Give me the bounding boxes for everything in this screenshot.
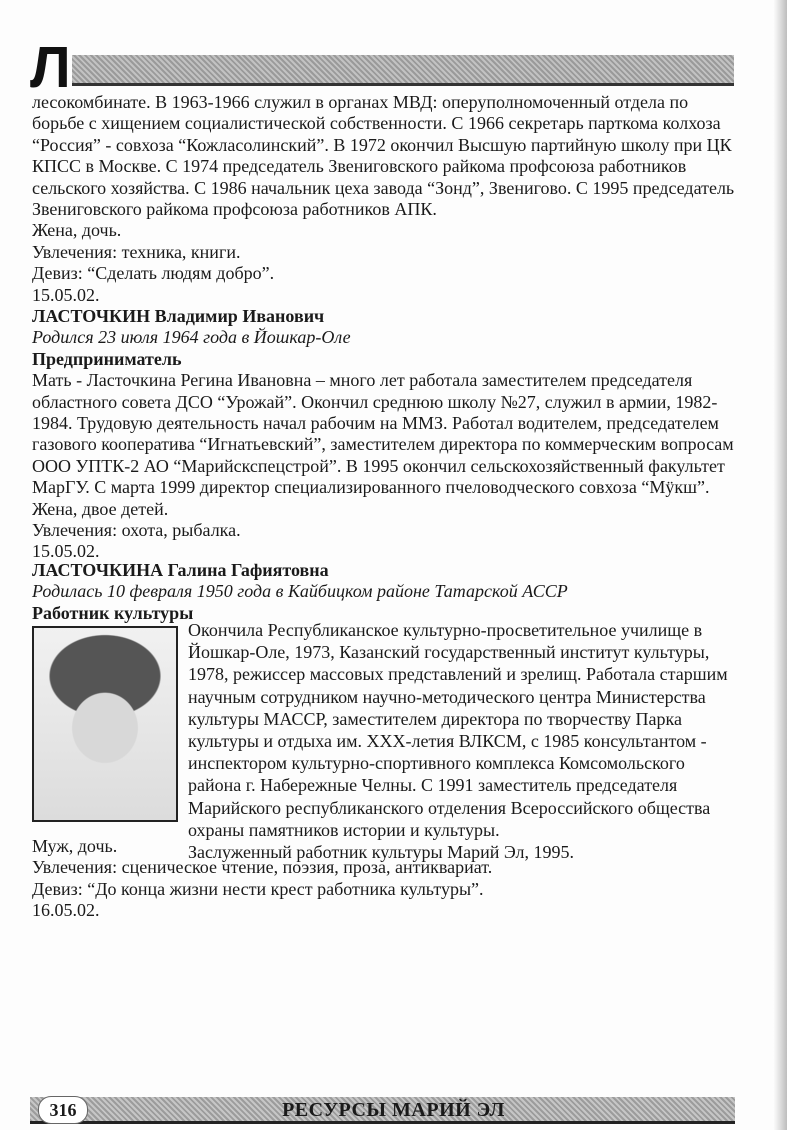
entry-birth: Родилась 10 февраля 1950 года в Кайбицком районе Татарской АССР: [32, 581, 568, 602]
entry-vladimir: [32, 306, 734, 563]
entry-galina: [32, 560, 568, 624]
entry-galina-footer-text: [32, 836, 492, 922]
text-line: Увлечения: техника, книги.: [32, 241, 241, 262]
entry-name: ЛАСТОЧКИН Владимир Иванович: [32, 306, 325, 326]
text-line: Муж, дочь.: [32, 836, 118, 856]
entry-text: [32, 370, 734, 563]
text-line: района г. Набережные Челны. С 1991 заместитель председателя: [188, 775, 678, 796]
entry-profession: Работник культуры: [32, 602, 194, 623]
section-letter: Л: [30, 35, 71, 100]
text-line: газового кооператива “Игнатьевский”, заместителем директора по коммерческим вопросам: [32, 434, 734, 455]
text-line: Девиз: “Сделать людям добро”.: [32, 263, 275, 284]
text-line: 1984. Трудовую деятельность начал рабочим на ММЗ. Работал водителем, председателем: [32, 412, 719, 433]
text-line: охраны памятников истории и культуры.: [188, 819, 500, 840]
text-line: КПСС в Москве. С 1974 председатель Звениговского райкома профсоюза работников: [32, 156, 687, 177]
text-line: Жена, двое детей.: [32, 498, 169, 519]
text-line: Йошкар-Оле, 1973, Казанский государственный институт культуры,: [188, 642, 710, 663]
text-line: борьбе с хищением социалистической собственности. С 1966 секретарь парткома колхоза: [32, 113, 721, 134]
text-line: научным сотрудником научно-методического центра Министерства: [188, 686, 706, 707]
page-number: 316: [38, 1096, 88, 1124]
scan-edge-shadow: [773, 0, 787, 1130]
text-line: Увлечения: охота, рыбалка.: [32, 519, 241, 540]
entry-text-beside-photo: [188, 619, 728, 863]
text-line: Увлечения: сценическое чтение, поэзия, проза, антиквариат.: [32, 857, 493, 878]
text-line: Заслуженный работник культуры Марий Эл, 1995.: [188, 841, 575, 862]
text-line: инспектором культурно-спортивного комплекса Комсомольского: [188, 753, 685, 774]
text-line: “Россия” - совхоза “Кожласолинский”. В 1972 окончил Высшую партийную школу при ЦК: [32, 134, 732, 155]
header-band: [72, 55, 734, 86]
text-line: лесокомбинате. В 1963-1966 служил в органах МВД: оперуполномоченный отдела по: [32, 92, 689, 112]
text-line: Марийского республиканского отделения Всероссийского общества: [188, 797, 711, 818]
text-line: МарГУ. С марта 1999 директор специализированного пчеловодческого совхоза “Мӱкш”.: [32, 477, 710, 498]
text-line: Мать - Ласточкина Регина Ивановна – много лет работала заместителем председателя: [32, 370, 693, 391]
text-line: сельского хозяйства. С 1986 начальник цеха завода “Зонд”, Звенигово. С 1995 председатель: [32, 177, 735, 198]
text-line: Окончила Республиканское культурно-просветительное училище в: [188, 620, 703, 640]
text-line: Жена, дочь.: [32, 220, 122, 241]
text-line: Звениговского райкома профсоюза работников АПК.: [32, 198, 437, 219]
text-line: областного совета ДСО “Урожай”. Окончил среднюю школу №27, служил в армии, 1982-: [32, 391, 718, 412]
portrait-photo: [32, 626, 178, 822]
text-line: 1978, режиссер массовых представлений и зрелищ. Работала старшим: [188, 664, 728, 685]
text-line: Девиз: “До конца жизни нести крест работника культуры”.: [32, 878, 484, 899]
footer-title: РЕСУРСЫ МАРИЙ ЭЛ: [282, 1099, 505, 1121]
entry-profession: Предприниматель: [32, 348, 182, 369]
text-line: 15.05.02.: [32, 541, 100, 562]
text-line: культуры и отдыха им. XXX-летия ВЛКСМ, с 1985 консультантом -: [188, 730, 707, 751]
text-line: культуры МАССР, заместителем директора по творчеству Парка: [188, 708, 682, 729]
entry-previous-text: [32, 92, 734, 306]
entry-name: ЛАСТОЧКИНА Галина Гафиятовна: [32, 560, 329, 580]
text-line: 16.05.02.: [32, 900, 100, 921]
text-line: 15.05.02.: [32, 284, 100, 305]
text-line: ООО УПТК-2 АО “Марийскспецстрой”. В 1995 окончил сельскохозяйственный факультет: [32, 455, 725, 476]
entry-birth: Родился 23 июля 1964 года в Йошкар-Оле: [32, 327, 351, 348]
